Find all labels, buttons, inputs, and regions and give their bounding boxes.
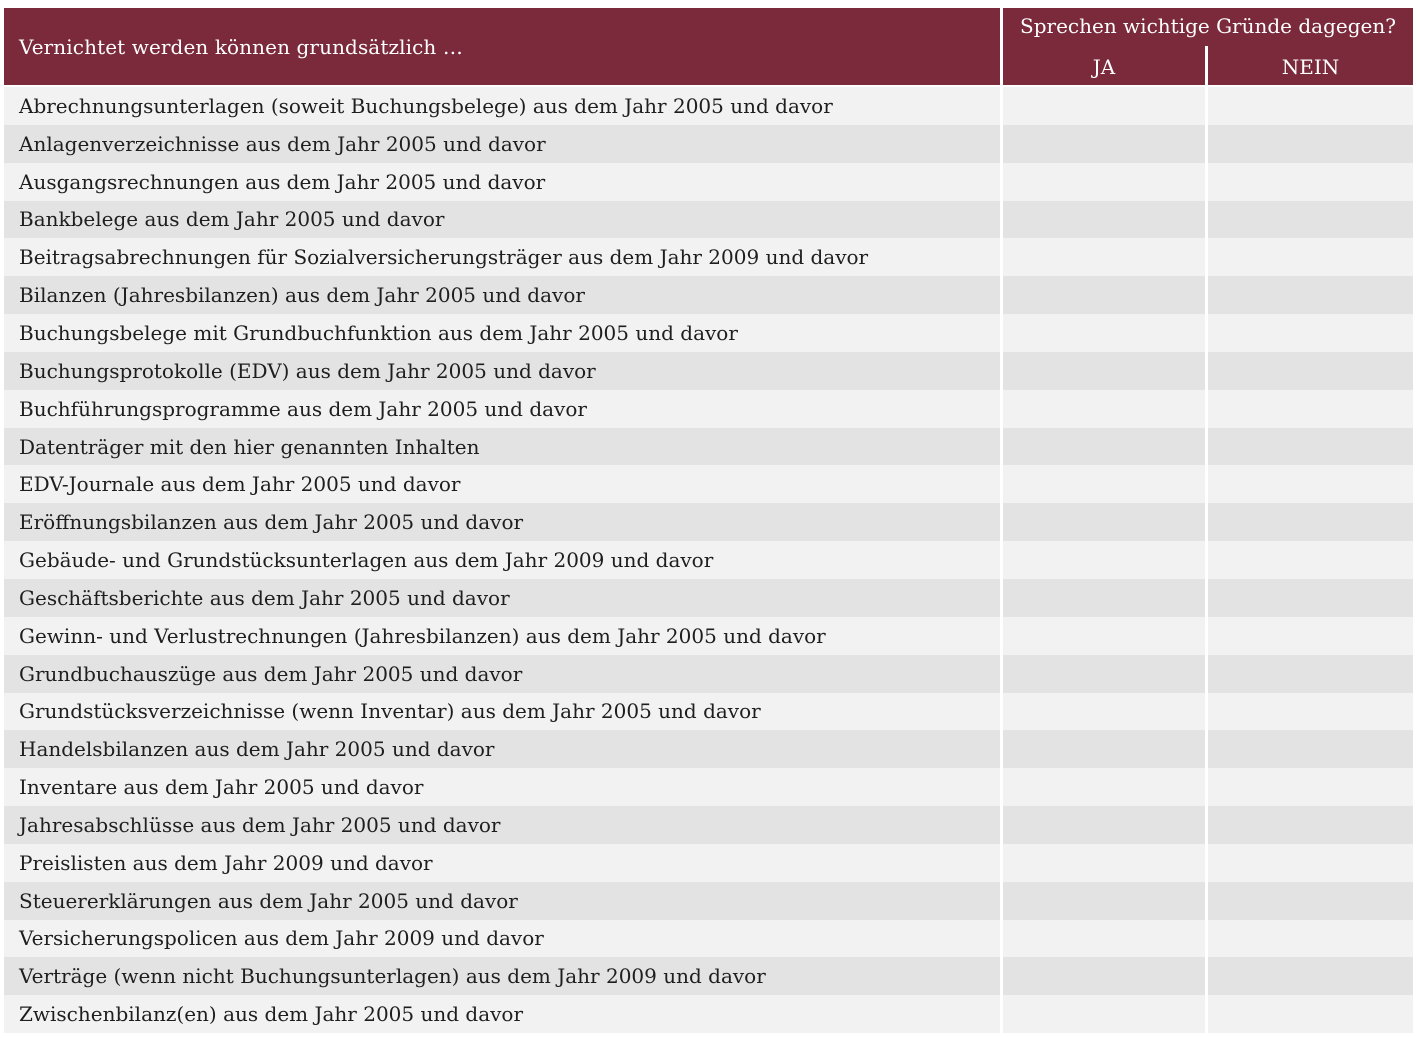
nein-cell[interactable]: [1208, 617, 1413, 655]
table-row: [4, 617, 1413, 655]
table-row: [4, 238, 1413, 276]
ja-cell[interactable]: [1003, 87, 1205, 125]
table-row: [4, 87, 1413, 125]
nein-cell[interactable]: [1208, 693, 1413, 731]
row-item-label: Datenträger mit den hier genannten Inhalten: [4, 428, 1000, 466]
ja-cell[interactable]: [1003, 730, 1205, 768]
nein-cell[interactable]: [1208, 276, 1413, 314]
row-item-label: Jahresabschlüsse aus dem Jahr 2005 und davor: [4, 806, 1000, 844]
document-table: [4, 8, 1413, 1033]
header-ja-label: JA: [1092, 55, 1116, 79]
ja-cell[interactable]: [1003, 201, 1205, 239]
nein-cell[interactable]: [1208, 87, 1413, 125]
table-row: [4, 693, 1413, 731]
table-row: [4, 882, 1413, 920]
ja-cell[interactable]: [1003, 125, 1205, 163]
nein-cell[interactable]: [1208, 957, 1413, 995]
ja-cell[interactable]: [1003, 957, 1205, 995]
nein-cell[interactable]: [1208, 995, 1413, 1033]
nein-cell[interactable]: [1208, 579, 1413, 617]
nein-cell[interactable]: [1208, 125, 1413, 163]
table-row: [4, 541, 1413, 579]
ja-cell[interactable]: [1003, 882, 1205, 920]
table-header: [4, 8, 1413, 85]
row-item-label: Verträge (wenn nicht Buchungsunterlagen) aus dem Jahr 2009 und davor: [4, 957, 1000, 995]
header-question-group: [1003, 8, 1413, 85]
row-item-label: Gebäude- und Grundstücksunterlagen aus dem Jahr 2009 und davor: [4, 541, 1000, 579]
table-row: [4, 390, 1413, 428]
table-row: [4, 503, 1413, 541]
ja-cell[interactable]: [1003, 390, 1205, 428]
ja-cell[interactable]: [1003, 655, 1205, 693]
row-item-label: Gewinn- und Verlustrechnungen (Jahresbilanzen) aus dem Jahr 2005 und davor: [4, 617, 1000, 655]
row-item-label: Bilanzen (Jahresbilanzen) aus dem Jahr 2005 und davor: [4, 276, 1000, 314]
row-item-label: Anlagenverzeichnisse aus dem Jahr 2005 und davor: [4, 125, 1000, 163]
row-item-label: Buchführungsprogramme aus dem Jahr 2005 und davor: [4, 390, 1000, 428]
ja-cell[interactable]: [1003, 617, 1205, 655]
nein-cell[interactable]: [1208, 920, 1413, 958]
ja-cell[interactable]: [1003, 920, 1205, 958]
ja-cell[interactable]: [1003, 238, 1205, 276]
nein-cell[interactable]: [1208, 238, 1413, 276]
ja-cell[interactable]: [1003, 541, 1205, 579]
nein-cell[interactable]: [1208, 352, 1413, 390]
table-row: [4, 957, 1413, 995]
header-nein-label: NEIN: [1281, 55, 1340, 79]
table-row: [4, 276, 1413, 314]
table-row: [4, 201, 1413, 239]
table-row: [4, 655, 1413, 693]
row-item-label: Geschäftsberichte aus dem Jahr 2005 und davor: [4, 579, 1000, 617]
table-row: [4, 314, 1413, 352]
ja-cell[interactable]: [1003, 806, 1205, 844]
table-row: [4, 806, 1413, 844]
table-body: [4, 87, 1413, 1033]
row-item-label: Grundbuchauszüge aus dem Jahr 2005 und davor: [4, 655, 1000, 693]
row-item-label: Beitragsabrechnungen für Sozialversicherungsträger aus dem Jahr 2009 und davor: [4, 238, 1000, 276]
nein-cell[interactable]: [1208, 655, 1413, 693]
ja-cell[interactable]: [1003, 844, 1205, 882]
ja-cell[interactable]: [1003, 768, 1205, 806]
header-question-label: Sprechen wichtige Gründe dagegen?: [1020, 14, 1396, 38]
row-item-label: Eröffnungsbilanzen aus dem Jahr 2005 und davor: [4, 503, 1000, 541]
ja-cell[interactable]: [1003, 465, 1205, 503]
ja-cell[interactable]: [1003, 503, 1205, 541]
row-item-label: Steuererklärungen aus dem Jahr 2005 und davor: [4, 882, 1000, 920]
table-row: [4, 428, 1413, 466]
ja-cell[interactable]: [1003, 352, 1205, 390]
nein-cell[interactable]: [1208, 201, 1413, 239]
row-item-label: Ausgangsrechnungen aus dem Jahr 2005 und davor: [4, 163, 1000, 201]
row-item-label: Handelsbilanzen aus dem Jahr 2005 und davor: [4, 730, 1000, 768]
table-row: [4, 352, 1413, 390]
ja-cell[interactable]: [1003, 276, 1205, 314]
ja-cell[interactable]: [1003, 163, 1205, 201]
row-item-label: Abrechnungsunterlagen (soweit Buchungsbelege) aus dem Jahr 2005 und davor: [4, 87, 1000, 125]
table-row: [4, 125, 1413, 163]
row-item-label: EDV-Journale aus dem Jahr 2005 und davor: [4, 465, 1000, 503]
row-item-label: Buchungsbelege mit Grundbuchfunktion aus dem Jahr 2005 und davor: [4, 314, 1000, 352]
table-row: [4, 844, 1413, 882]
nein-cell[interactable]: [1208, 844, 1413, 882]
table-row: [4, 730, 1413, 768]
table-row: [4, 163, 1413, 201]
nein-cell[interactable]: [1208, 806, 1413, 844]
row-item-label: Bankbelege aus dem Jahr 2005 und davor: [4, 201, 1000, 239]
row-item-label: Preislisten aus dem Jahr 2009 und davor: [4, 844, 1000, 882]
ja-cell[interactable]: [1003, 579, 1205, 617]
ja-cell[interactable]: [1003, 314, 1205, 352]
nein-cell[interactable]: [1208, 163, 1413, 201]
nein-cell[interactable]: [1208, 314, 1413, 352]
nein-cell[interactable]: [1208, 541, 1413, 579]
nein-cell[interactable]: [1208, 882, 1413, 920]
nein-cell[interactable]: [1208, 768, 1413, 806]
nein-cell[interactable]: [1208, 390, 1413, 428]
header-items-label: Vernichtet werden können grundsätzlich …: [19, 34, 463, 59]
nein-cell[interactable]: [1208, 503, 1413, 541]
nein-cell[interactable]: [1208, 465, 1413, 503]
ja-cell[interactable]: [1003, 995, 1205, 1033]
table-row: [4, 579, 1413, 617]
row-item-label: Versicherungspolicen aus dem Jahr 2009 und davor: [4, 920, 1000, 958]
row-item-label: Buchungsprotokolle (EDV) aus dem Jahr 2005 und davor: [4, 352, 1000, 390]
ja-cell[interactable]: [1003, 428, 1205, 466]
table-row: [4, 920, 1413, 958]
ja-cell[interactable]: [1003, 693, 1205, 731]
row-item-label: Zwischenbilanz(en) aus dem Jahr 2005 und davor: [4, 995, 1000, 1033]
nein-cell[interactable]: [1208, 428, 1413, 466]
row-item-label: Inventare aus dem Jahr 2005 und davor: [4, 768, 1000, 806]
nein-cell[interactable]: [1208, 730, 1413, 768]
table-row: [4, 465, 1413, 503]
table-row: [4, 995, 1413, 1033]
table-row: [4, 768, 1413, 806]
row-item-label: Grundstücksverzeichnisse (wenn Inventar) aus dem Jahr 2005 und davor: [4, 693, 1000, 731]
